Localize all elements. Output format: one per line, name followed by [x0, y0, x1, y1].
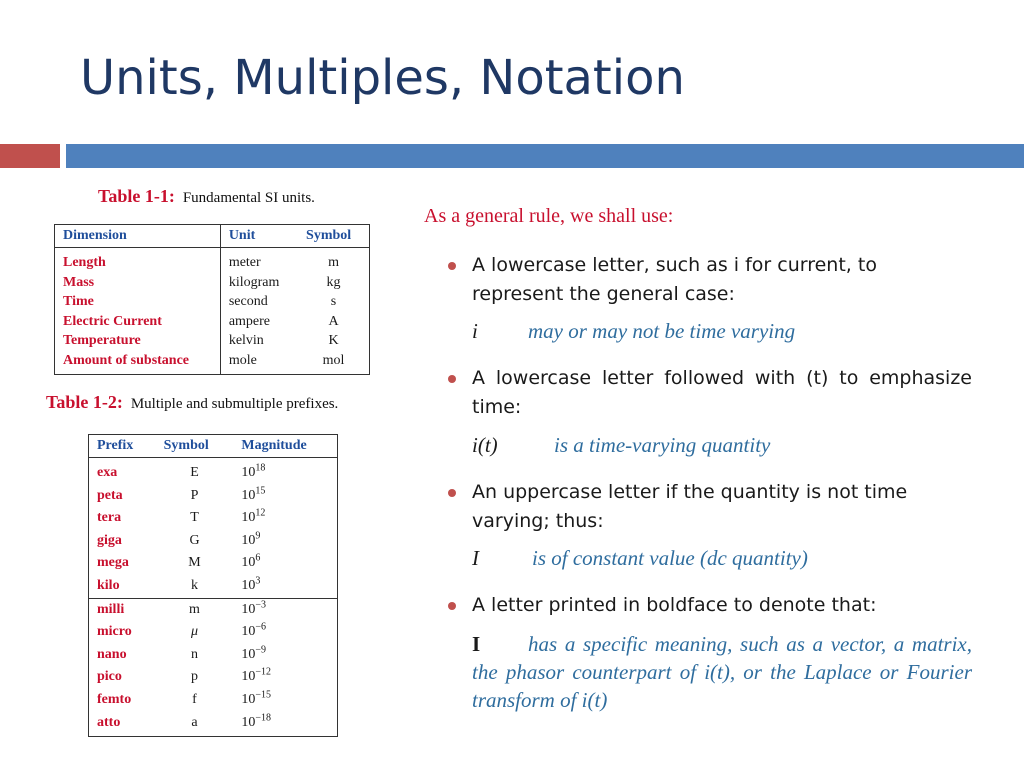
magnitude-exponent: −15 [255, 689, 272, 701]
table-row [89, 575, 338, 598]
magnitude-exponent: 9 [255, 530, 261, 542]
magnitude-exponent: −18 [255, 711, 272, 723]
dimension-cell: Mass [55, 273, 221, 293]
magnitude-cell [233, 458, 337, 485]
magnitude-exponent: 15 [255, 484, 266, 496]
symbol-cell: f [192, 691, 197, 707]
notation-symbol-bold: I [472, 632, 481, 656]
dimension-cell: Length [55, 248, 221, 273]
table-row [89, 712, 338, 737]
table-row [89, 552, 338, 575]
table-row [55, 331, 370, 351]
symbol-cell: k [191, 577, 198, 593]
table-row [89, 485, 338, 508]
table-row [55, 351, 370, 374]
prefix-cell: tera [97, 510, 122, 526]
bullet-dot-icon [448, 375, 456, 383]
magnitude-base: 10 [241, 532, 256, 548]
magnitude-base: 10 [241, 601, 256, 617]
table1-caption-text: Fundamental SI units. [182, 190, 315, 206]
table-header-row [89, 435, 338, 458]
magnitude-base: 10 [241, 691, 256, 707]
unit-cell: meter [228, 255, 261, 270]
dimension-cell: Temperature [55, 331, 221, 351]
title-accent-bar-red [0, 144, 60, 168]
magnitude-cell [233, 666, 337, 689]
magnitude-base: 10 [241, 714, 256, 730]
notation-symbol: i(t) [472, 433, 498, 457]
symbol-cell: m [328, 255, 339, 270]
magnitude-cell [233, 485, 337, 508]
prefix-cell: kilo [97, 577, 120, 593]
magnitude-exponent: 3 [255, 575, 261, 587]
symbol-cell: s [330, 294, 337, 310]
magnitude-base: 10 [241, 624, 256, 640]
magnitude-exponent: −12 [255, 666, 272, 678]
symbol-cell: n [191, 646, 198, 662]
dimension-cell: Electric Current [55, 312, 221, 332]
dimension-cell: Time [55, 292, 221, 312]
symbol-cell: μ [190, 624, 199, 640]
header-dimension: Dimension [55, 225, 221, 248]
magnitude-base: 10 [241, 577, 256, 593]
bullet-item [452, 591, 972, 620]
table2-label: Table 1-2: [46, 392, 123, 412]
bullet-text: A letter printed in boldface to denote that: [472, 594, 877, 616]
magnitude-cell [233, 712, 337, 737]
table-row [89, 458, 338, 485]
symbol-cell: T [190, 510, 199, 526]
symbol-cell: p [191, 669, 198, 685]
table-row [89, 598, 338, 621]
notation-intro: As a general rule, we shall use: [424, 205, 674, 227]
prefix-cell: exa [97, 465, 118, 480]
magnitude-exponent: −6 [255, 621, 267, 633]
prefix-cell: peta [97, 487, 123, 503]
symbol-cell: M [188, 555, 201, 571]
notation-symbol: I [472, 546, 479, 570]
notation-example [472, 630, 972, 714]
table2-caption [46, 392, 338, 413]
magnitude-base: 10 [241, 510, 256, 526]
title-accent-bar-blue [66, 144, 1024, 168]
magnitude-cell [233, 507, 337, 530]
table1-caption [98, 186, 315, 207]
prefix-cell: milli [89, 598, 156, 621]
table-row [55, 273, 370, 293]
symbol-cell: a [191, 714, 198, 730]
notation-example [472, 544, 972, 572]
notation-description: may or may not be time varying [528, 319, 796, 343]
magnitude-cell [233, 552, 337, 575]
unit-cell: kelvin [228, 333, 264, 349]
unit-cell: ampere [228, 313, 271, 329]
bullet-dot-icon [448, 602, 456, 610]
notation-description: is of constant value (dc quantity) [532, 546, 808, 570]
symbol-cell: P [190, 487, 199, 503]
magnitude-exponent: 18 [255, 462, 266, 474]
prefix-cell: atto [97, 714, 121, 730]
notation-example [472, 431, 972, 459]
unit-cell: second [228, 294, 268, 310]
notation-example [472, 317, 972, 345]
bullet-item [452, 478, 972, 536]
magnitude-exponent: 12 [255, 507, 266, 519]
symbol-cell: mol [322, 352, 345, 368]
table-row [89, 666, 338, 689]
notation-description: is a time-varying quantity [554, 433, 771, 457]
magnitude-exponent: 6 [255, 552, 261, 564]
magnitude-cell [233, 689, 337, 712]
magnitude-base: 10 [241, 487, 256, 503]
table-row [89, 530, 338, 553]
prefix-cell: pico [97, 669, 122, 685]
magnitude-base: 10 [241, 669, 256, 685]
symbol-cell: E [190, 465, 199, 480]
bullet-dot-icon [448, 262, 456, 270]
table-row [55, 292, 370, 312]
table-row [89, 689, 338, 712]
bullet-text: An uppercase letter if the quantity is not time varying; thus: [472, 481, 908, 532]
table-row [89, 644, 338, 667]
table-row [55, 248, 370, 273]
bullet-dot-icon [448, 489, 456, 497]
bullet-item [452, 251, 972, 309]
bullet-text: A lowercase letter followed with (t) to emphasize time: [472, 367, 972, 418]
unit-cell: mole [228, 352, 257, 368]
si-units-table [54, 224, 370, 375]
table-row [89, 507, 338, 530]
header-prefix: Prefix [89, 435, 156, 458]
slide-title: Units, Multiples, Notation [80, 50, 685, 106]
magnitude-base: 10 [241, 555, 256, 571]
prefix-table [88, 434, 338, 737]
bullet-item [452, 364, 972, 422]
magnitude-cell [233, 530, 337, 553]
table-row [55, 312, 370, 332]
magnitude-cell [233, 575, 337, 598]
symbol-cell: kg [326, 274, 341, 290]
bullet-text: A lowercase letter, such as i for current, to represent the general case: [472, 254, 877, 305]
magnitude-cell [233, 598, 337, 621]
header-unit: Unit [220, 225, 298, 248]
prefix-cell: femto [97, 691, 132, 707]
magnitude-exponent: −3 [255, 598, 267, 610]
table1-label: Table 1-1: [98, 186, 175, 206]
prefix-cell: mega [97, 555, 129, 571]
notation-symbol: i [472, 319, 478, 343]
symbol-cell: A [328, 313, 339, 329]
table-row [89, 621, 338, 644]
magnitude-base: 10 [241, 465, 256, 480]
magnitude-exponent: −9 [255, 644, 267, 656]
magnitude-base: 10 [241, 646, 256, 662]
header-magnitude: Magnitude [233, 435, 337, 458]
prefix-cell: micro [97, 624, 132, 640]
header-symbol: Symbol [156, 435, 234, 458]
symbol-cell: K [328, 333, 339, 349]
dimension-cell: Amount of substance [55, 351, 221, 374]
unit-cell: kilogram [228, 274, 280, 290]
prefix-cell: giga [97, 532, 122, 548]
table2-caption-text: Multiple and submultiple prefixes. [130, 396, 339, 412]
symbol-cell: m [156, 598, 234, 621]
table-header-row [55, 225, 370, 248]
prefix-cell: nano [97, 646, 127, 662]
header-symbol: Symbol [298, 225, 369, 248]
magnitude-cell [233, 644, 337, 667]
notation-description: has a specific meaning, such as a vector, a matrix, the phasor counterpart of i(t), or the Laplace or Fourier transform of i(t) [472, 632, 972, 712]
symbol-cell: G [189, 532, 200, 548]
magnitude-cell [233, 621, 337, 644]
